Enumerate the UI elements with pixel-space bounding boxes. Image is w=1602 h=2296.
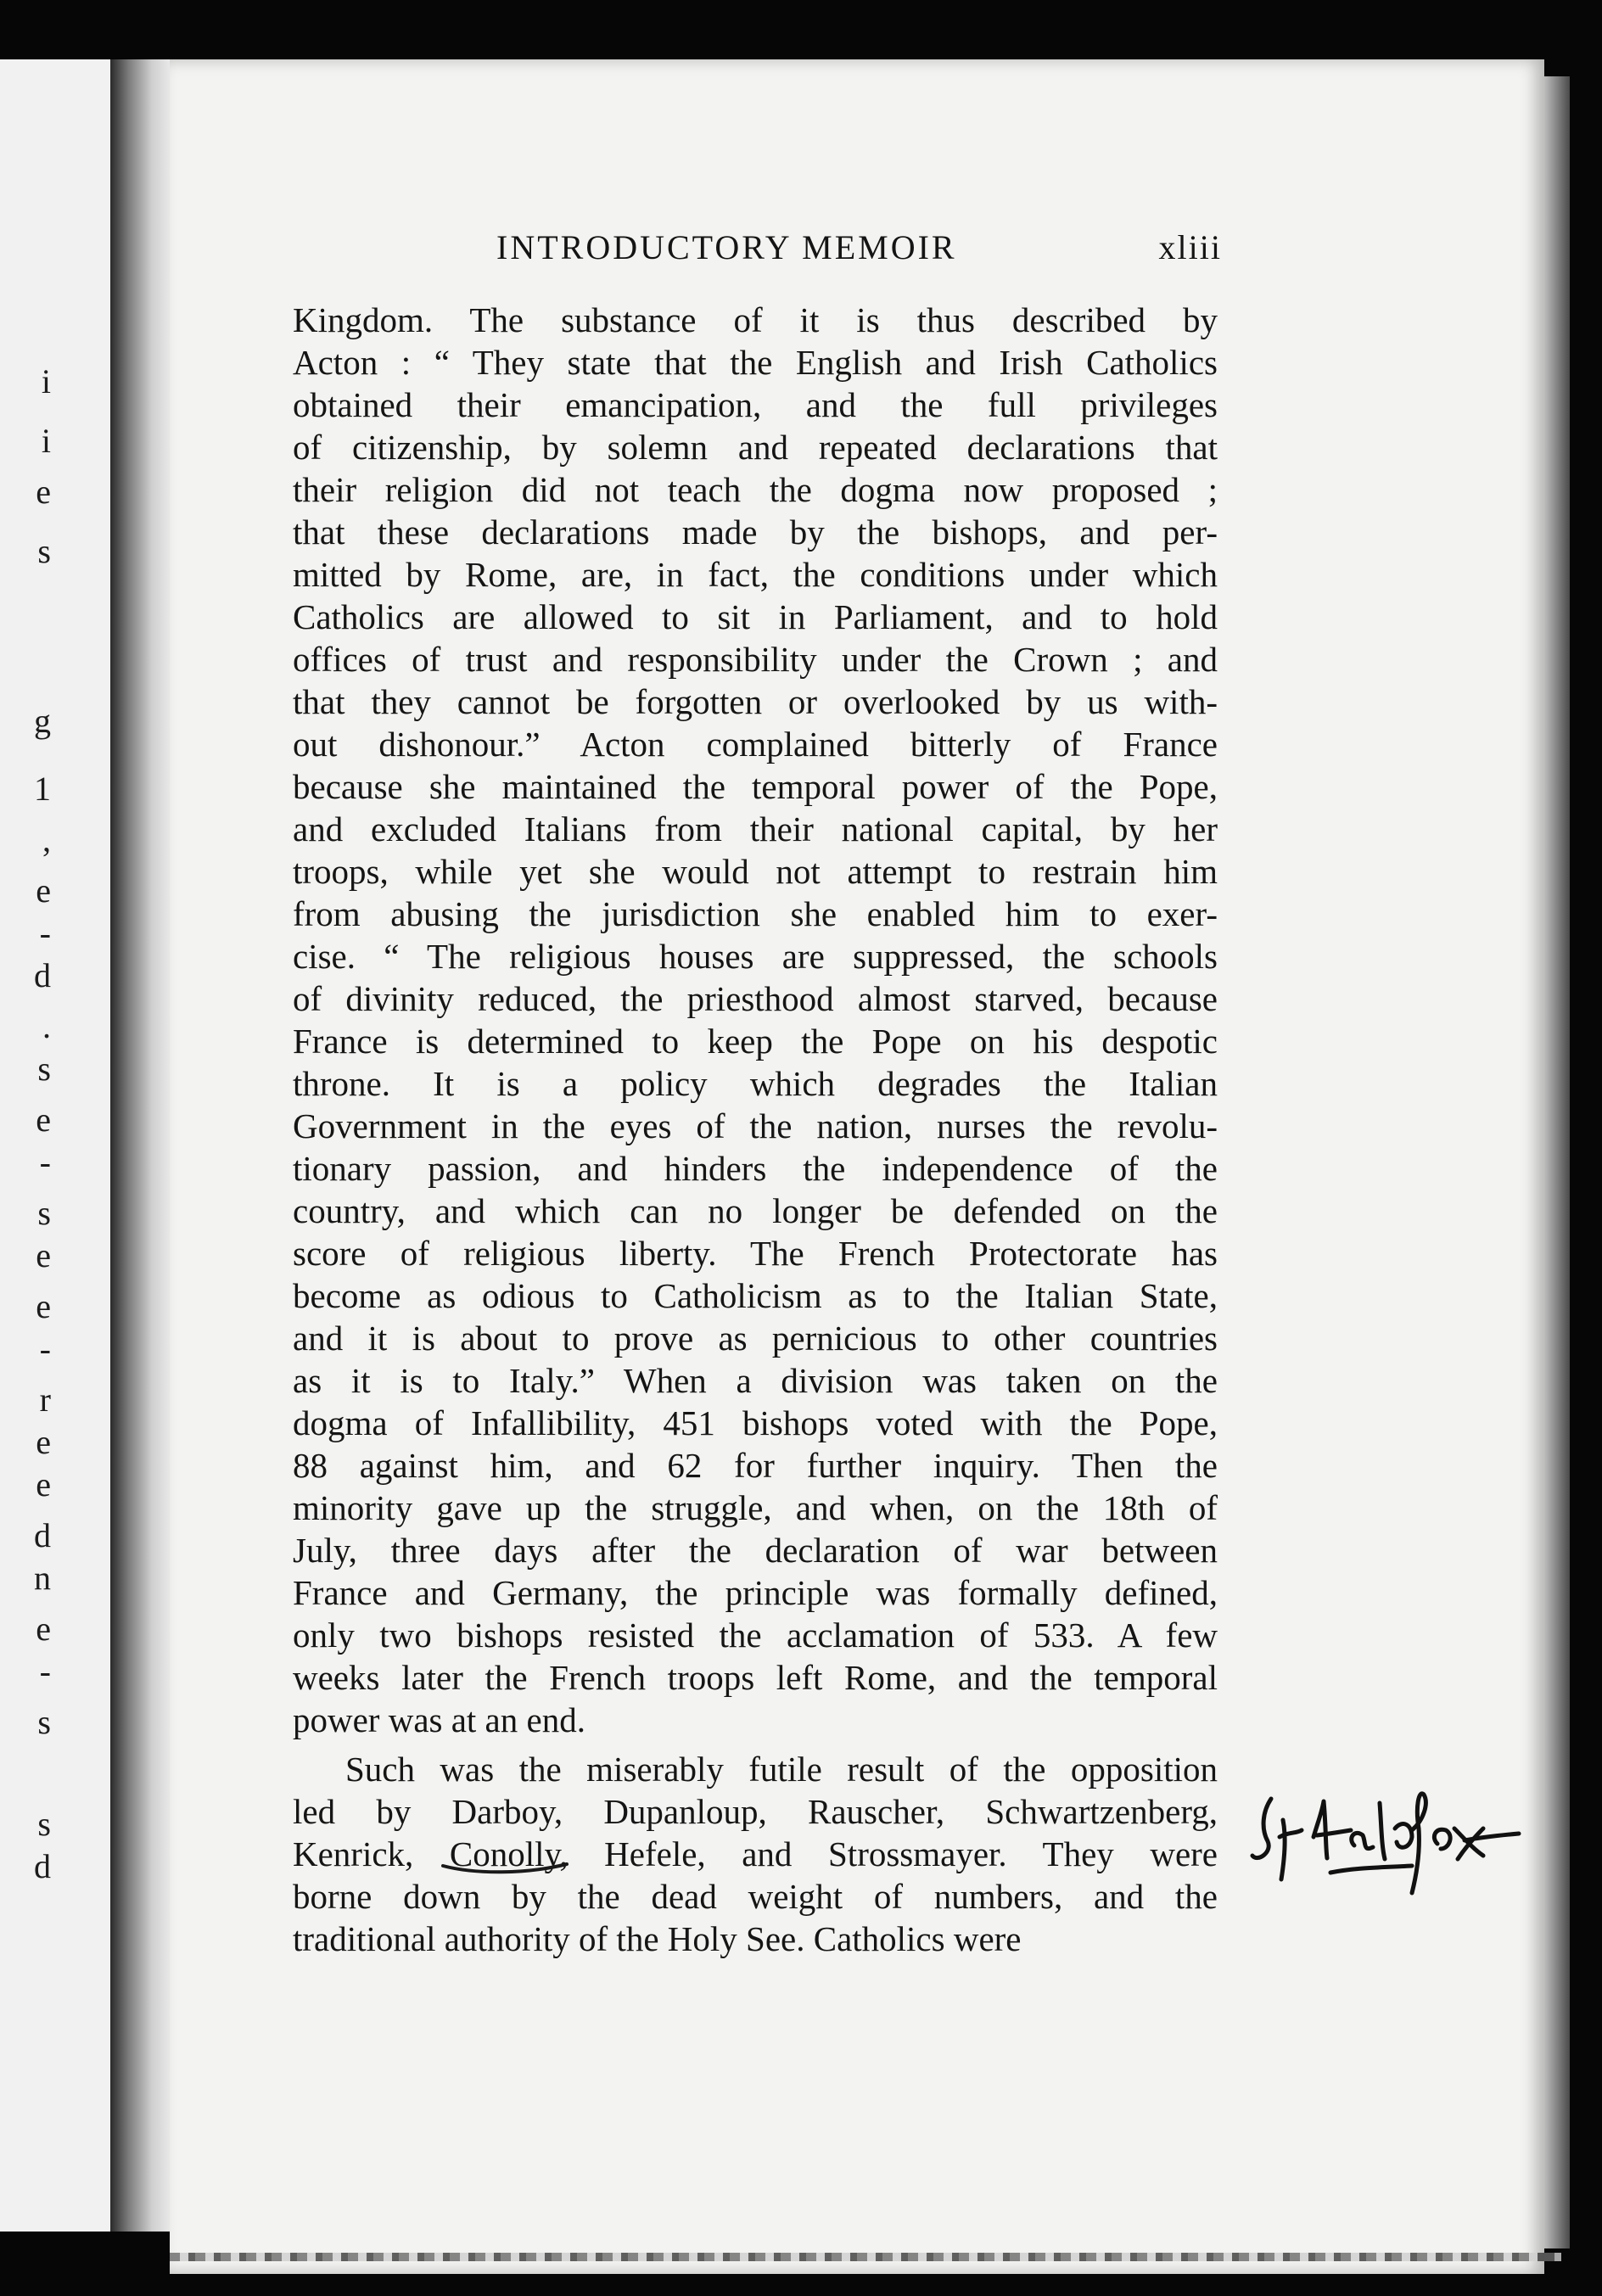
left-page-fragment: s [37,1805,51,1843]
text-line: Kenrick, Conolly, Hefele, and Strossmayer. They were [293,1834,1218,1873]
text-line: of citizenship, by solemn and repeated declarations that [293,428,1218,467]
left-page-fragment: s [37,1194,51,1232]
text-line: become as odious to Catholicism as to the Italian State, [293,1276,1218,1315]
text-line: July, three days after the declaration of war between [293,1531,1218,1570]
left-page-fragment: - [39,1330,51,1368]
left-page-fragment: e [36,1236,51,1274]
text-line: dogma of Infallibility, 451 bishops voted with the Pope, [293,1403,1218,1442]
text-line: that they cannot be forgotten or overlooked by us with- [293,682,1218,721]
left-page-fragment: s [37,532,51,570]
left-page-fragment: e [36,871,51,910]
left-page-fragment: d [34,956,51,994]
left-page-fragment: - [39,1652,51,1690]
body-text [293,299,1218,1960]
left-page-fragment: d [34,1847,51,1885]
text-line: from abusing the jurisdiction she enabled him to exer- [293,894,1218,933]
text-line: as it is to Italy.” When a division was taken on the [293,1361,1218,1400]
left-page-fragment: i [41,422,51,460]
text-line: weeks later the French troops left Rome, and the temporal [293,1658,1218,1697]
paragraph-gap [293,1741,1218,1748]
left-page-fragment: e [36,473,51,511]
left-page-text-fragments [0,59,51,2232]
text-line: offices of trust and responsibility under the Crown ; and [293,640,1218,679]
left-page-fragment: e [36,1610,51,1648]
left-page-fragment: s [37,1050,51,1088]
left-page-fragment: e [36,1465,51,1504]
text-line: Government in the eyes of the nation, nurses the revolu- [293,1106,1218,1145]
handwritten-underline [441,1861,569,1876]
left-page-fragment: , [42,820,51,859]
running-head: INTRODUCTORY MEMOIR [496,228,957,266]
left-page-fragment: e [36,1423,51,1461]
text-line: France and Germany, the principle was formally defined, [293,1573,1218,1612]
left-page-fragment: n [34,1559,51,1597]
left-page-fragment: r [39,1380,51,1419]
text-line: tionary passion, and hinders the independence of the [293,1149,1218,1188]
text-line: throne. It is a policy which degrades the Italian [293,1064,1218,1103]
text-line: obtained their emancipation, and the full privileges [293,385,1218,424]
text-line: and excluded Italians from their national capital, by her [293,809,1218,848]
page-bottom-edge [170,2253,1561,2261]
left-page-fragment: i [41,362,51,400]
text-line: that these declarations made by the bishops, and per- [293,512,1218,552]
left-page-fragment: e [36,1100,51,1139]
left-page-fragment: 1 [34,770,51,808]
text-line: 88 against him, and 62 for further inquiry. Then the [293,1446,1218,1485]
left-page-edge [0,59,115,2232]
left-page-fragment: - [39,1143,51,1181]
text-line: Catholics are allowed to sit in Parliament, and to hold [293,597,1218,636]
left-page-fragment: . [42,1007,51,1045]
page-header [288,227,1222,278]
left-page-fragment: d [34,1516,51,1554]
text-line: troops, while yet she would not attempt to restrain him [293,852,1218,891]
text-line: mitted by Rome, are, in fact, the conditions under which [293,555,1218,594]
text-line: France is determined to keep the Pope on his despotic [293,1022,1218,1061]
left-page-fragment: g [34,702,51,740]
text-line: their religion did not teach the dogma now proposed ; [293,470,1218,509]
text-line: power was at an end. [293,1700,585,1739]
handwritten-signature [1246,1778,1526,1905]
text-line: cise. “ The religious houses are suppressed, the schools [293,937,1218,976]
text-line: country, and which can no longer be defended on the [293,1191,1218,1230]
text-line: because she maintained the temporal power of the Pope, [293,767,1218,806]
left-page-fragment: s [37,1703,51,1741]
text-line: out dishonour.” Acton complained bitterly of France [293,725,1218,764]
text-line: traditional authority of the Holy See. Catholics were [293,1919,1022,1958]
page-edge-shadow [1544,76,1570,2248]
text-line: Such was the miserably futile result of the opposition [345,1750,1218,1789]
left-page-fragment: - [39,914,51,952]
text-line: borne down by the dead weight of numbers, and the [293,1877,1218,1916]
text-line: only two bishops resisted the acclamation of 533. A few [293,1616,1218,1655]
text-line: minority gave up the struggle, and when, on the 18th of [293,1488,1218,1527]
text-line: and it is about to prove as pernicious to other countries [293,1319,1218,1358]
page-number: xliii [1158,228,1222,266]
text-line: Acton : “ They state that the English and Irish Catholics [293,343,1218,382]
text-line: of divinity reduced, the priesthood almost starved, because [293,979,1218,1018]
left-page-fragment: e [36,1287,51,1325]
text-line: score of religious liberty. The French Protectorate has [293,1234,1218,1273]
text-line: led by Darboy, Dupanloup, Rauscher, Schwartzenberg, [293,1792,1218,1831]
book-gutter [110,59,170,2232]
text-line: Kingdom. The substance of it is thus described by [293,300,1218,339]
